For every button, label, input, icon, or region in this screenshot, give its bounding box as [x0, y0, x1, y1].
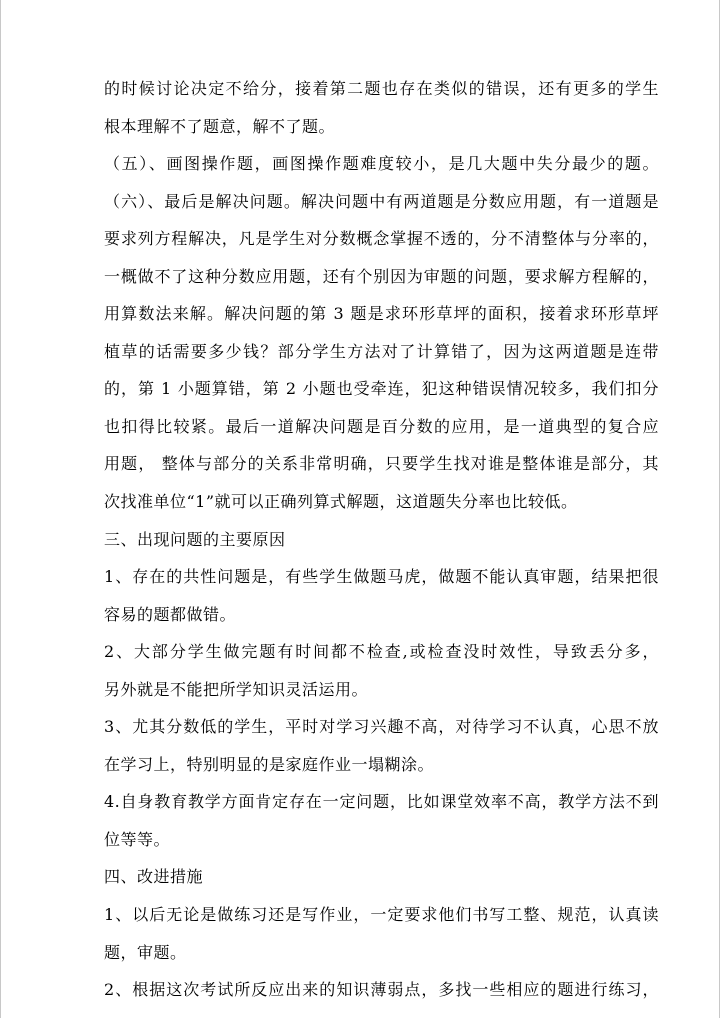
text-line: 也扣得比较紧。最后一道解决问题是百分数的应用，是一道典型的复合应 [104, 416, 659, 436]
text-line: 的时候讨论决定不给分，接着第二题也存在类似的错误，还有更多的学生 [104, 79, 659, 98]
text-line: 植草的话需要多少钱？部分学生方法对了计算错了，因为这两道题是连带 [104, 341, 659, 361]
text-line: 容易的题都做错。 [104, 604, 237, 624]
text-line: 在学习上，特别明显的是家庭作业一塌糊涂。 [104, 754, 435, 774]
text-line: （六）、最后是解决问题。解决问题中有两道题是分数应用题，有一道题是 [104, 191, 659, 211]
text-line: 用题， 整体与部分的关系非常明确，只要学生找对谁是整体谁是部分，其 [104, 454, 659, 474]
text-line: 1、存在的共性问题是，有些学生做题马虎，做题不能认真审题，结果把很 [104, 567, 659, 587]
text-line: （五）、画图操作题，画图操作题难度较小，是几大题中失分最少的题。 [104, 154, 659, 174]
text-line: 用算数法来解。解决问题的第 3 题是求环形草坪的面积，接着求环形草坪 [104, 304, 659, 324]
text-line: 一概做不了这种分数应用题，还有个别因为审题的问题，要求解方程解的， [104, 266, 659, 286]
text-line: 3、尤其分数低的学生，平时对学习兴趣不高，对待学习不认真，心思不放 [104, 717, 659, 737]
text-line: 1、以后无论是做练习还是写作业，一定要求他们书写工整、规范，认真读 [104, 905, 659, 925]
text-line: 位等等。 [104, 829, 171, 849]
section-heading: 四、改进措施 [104, 867, 204, 887]
section-heading: 三、出现问题的主要原因 [104, 529, 286, 549]
document-body [104, 70, 659, 1009]
text-line: 2、根据这次考试所反应出来的知识薄弱点，多找一些相应的题进行练习， [104, 980, 659, 1000]
text-line: 2、大部分学生做完题有时间都不检查,或检查没时效性，导致丢分多， [104, 642, 659, 662]
text-line: 的，第 1 小题算错，第 2 小题也受牵连，犯这种错误情况较多，我们扣分 [104, 379, 659, 399]
text-line: 次找准单位“1”就可以正确列算式解题，这道题失分率也比较低。 [104, 492, 578, 512]
text-line: 题，审题。 [104, 942, 187, 962]
text-line: 根本理解不了题意，解不了题。 [104, 116, 336, 136]
text-line: 要求列方程解决，凡是学生对分数概念掌握不透的，分不清整体与分率的， [104, 229, 659, 249]
text-line: 4.自身教育教学方面肯定存在一定问题，比如课堂效率不高，教学方法不到 [104, 792, 659, 812]
text-line: 另外就是不能把所学知识灵活运用。 [104, 679, 369, 699]
